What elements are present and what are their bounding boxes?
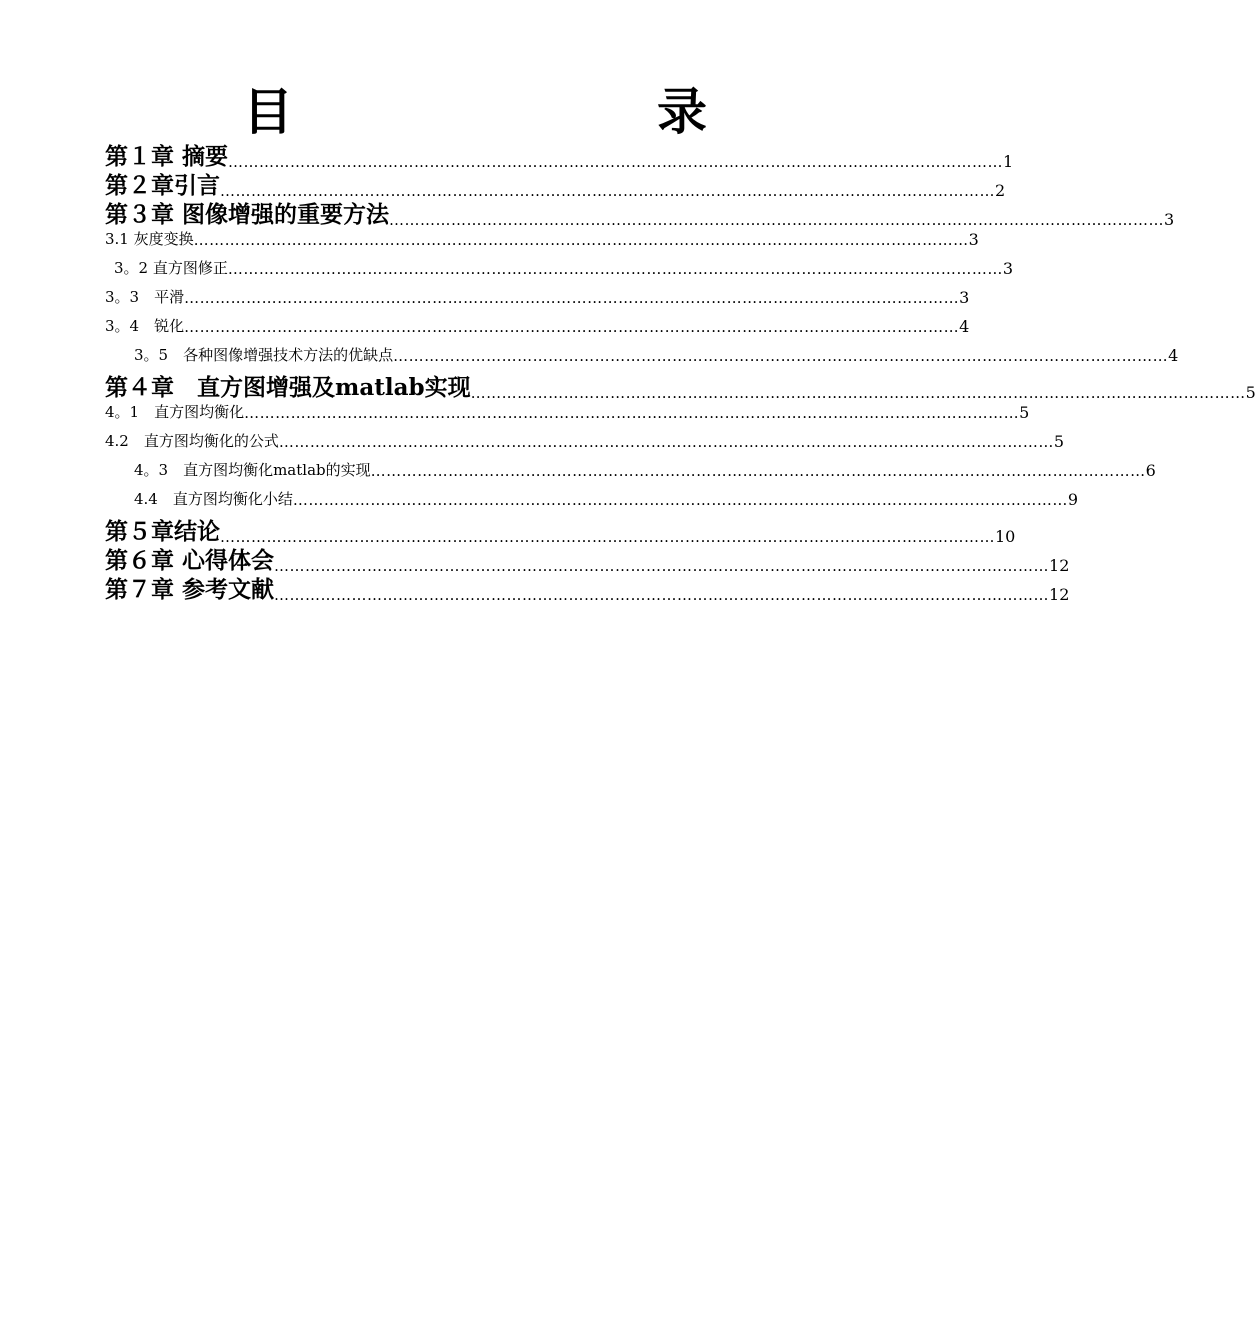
- toc-entry-label: 第７章 参考文献: [105, 576, 275, 603]
- toc-leader-dots: ……………………………………………………………………………………………………………………………………: [228, 153, 1004, 171]
- toc-leader-dots: ……………………………………………………………………………………………………………………………………: [227, 260, 1003, 278]
- toc-leader-dots: ……………………………………………………………………………………………………………………………………: [278, 433, 1054, 451]
- toc-title: 目 录: [243, 82, 795, 141]
- toc-entry[interactable]: [134, 488, 1079, 509]
- toc-entry-label: 3.1 灰度变换: [105, 230, 194, 248]
- toc-entry-label: 4。3 直方图均衡化matlab的实现: [134, 461, 371, 479]
- toc-entry[interactable]: [105, 228, 979, 249]
- toc-entry-page: 5: [1019, 403, 1030, 422]
- toc-leader-dots: ……………………………………………………………………………………………………………………………………: [220, 182, 995, 200]
- toc-entry-label: 4.2 直方图均衡化的公式: [105, 432, 279, 450]
- toc-leader-dots: ……………………………………………………………………………………………………………………………………: [393, 347, 1169, 365]
- toc-entry-page: 6: [1145, 461, 1156, 480]
- toc-entry-label: 4。1 直方图均衡化: [105, 403, 245, 421]
- toc-leader-dots: ……………………………………………………………………………………………………………………………………: [470, 384, 1246, 402]
- toc-entry[interactable]: [114, 257, 1014, 278]
- toc-entry-page: 12: [1049, 585, 1070, 604]
- toc-entry[interactable]: [134, 344, 1179, 365]
- toc-entry-label: 第４章 直方图增强及matlab实现: [105, 374, 471, 401]
- toc-entry[interactable]: [105, 401, 1030, 422]
- toc-entry-page: 5: [1245, 383, 1256, 402]
- toc-entry-label: 3。5 各种图像增强技术方法的优缺点: [134, 346, 394, 364]
- toc-entry-label: 4.4 直方图均衡化小结: [134, 490, 293, 508]
- toc-entry-page: 3: [959, 288, 970, 307]
- toc-leader-dots: ……………………………………………………………………………………………………………………………………: [274, 557, 1050, 575]
- toc-entry-page: 2: [995, 181, 1006, 200]
- toc-entry[interactable]: [105, 430, 1065, 451]
- toc-leader-dots: ……………………………………………………………………………………………………………………………………: [184, 289, 960, 307]
- toc-leader-dots: ……………………………………………………………………………………………………………………………………: [193, 231, 969, 249]
- toc-leader-dots: ……………………………………………………………………………………………………………………………………: [274, 586, 1050, 604]
- toc-entry[interactable]: [105, 369, 1256, 402]
- toc-entry-page: 12: [1049, 556, 1070, 575]
- toc-entry-page: 3: [1002, 259, 1014, 278]
- toc-entry-label: 第６章 心得体会: [105, 547, 275, 574]
- toc-leader-dots: ……………………………………………………………………………………………………………………………………: [389, 211, 1165, 229]
- toc-entry[interactable]: [105, 315, 970, 336]
- toc-entry-label: 3。4 锐化: [105, 317, 185, 335]
- toc-entry-label: 第１章 摘要: [105, 143, 229, 170]
- toc-leader-dots: ……………………………………………………………………………………………………………………………………: [184, 318, 960, 336]
- toc-leader-dots: ……………………………………………………………………………………………………………………………………: [220, 528, 995, 546]
- toc-entry-page: 10: [995, 527, 1016, 546]
- toc-entry[interactable]: [134, 459, 1156, 480]
- toc-leader-dots: ……………………………………………………………………………………………………………………………………: [244, 404, 1020, 422]
- toc-entry-label: 第３章 图像增强的重要方法: [105, 201, 390, 228]
- toc-entry-label: 第２章引言: [105, 172, 220, 199]
- toc-entry[interactable]: [105, 286, 970, 307]
- toc-entry-page: 3: [1164, 210, 1175, 229]
- toc-entry-page: 4: [1168, 346, 1179, 365]
- toc-leader-dots: ……………………………………………………………………………………………………………………………………: [292, 491, 1068, 509]
- toc-entry-page: 9: [1067, 490, 1079, 509]
- toc-entry-page: 1: [1003, 152, 1014, 171]
- toc-entry-label: 3。2 直方图修正: [114, 259, 228, 277]
- toc-entry-label: 3。3 平滑: [105, 288, 185, 306]
- toc-entry-page: 3: [968, 230, 979, 249]
- toc-leader-dots: ……………………………………………………………………………………………………………………………………: [370, 462, 1146, 480]
- toc-entry-page: 5: [1053, 432, 1065, 451]
- toc-entry-page: 4: [959, 317, 970, 336]
- toc-entry[interactable]: [105, 571, 1070, 604]
- toc-entry[interactable]: [105, 196, 1175, 229]
- toc-entry-label: 第５章结论: [105, 518, 220, 545]
